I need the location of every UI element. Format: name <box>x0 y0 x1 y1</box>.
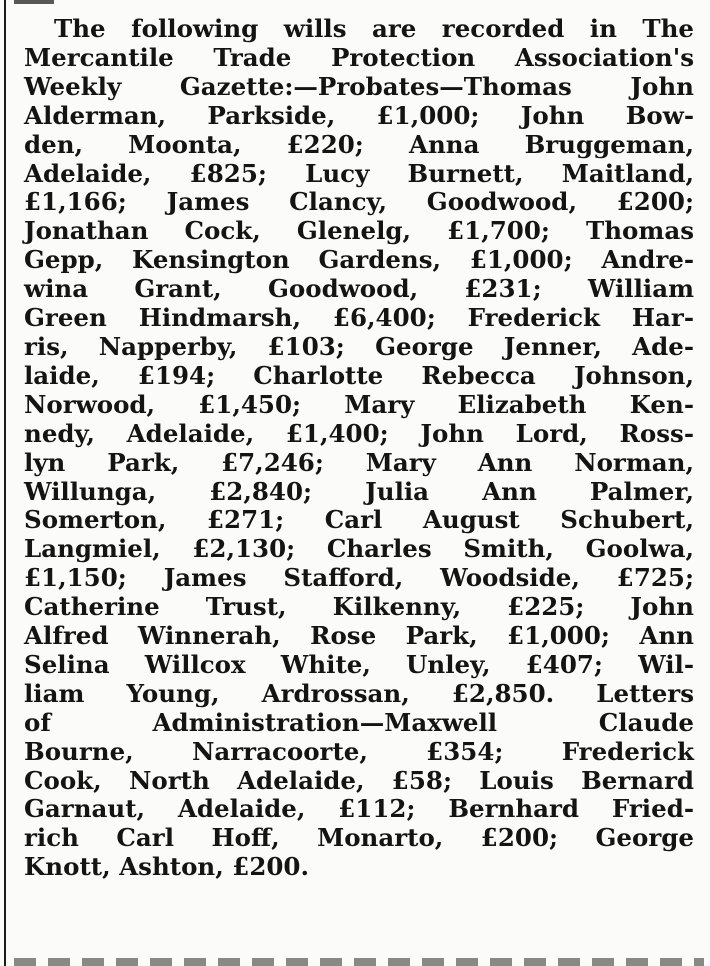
article-line: wina Grant, Goodwood, £231; William <box>24 274 694 304</box>
article-line: liam Young, Ardrossan, £2,850. Letters <box>24 678 694 708</box>
article-line: Weekly Gazette:—Probates—Thomas John <box>24 71 694 101</box>
column-rule <box>4 0 6 966</box>
article-line: rich Carl Hoff, Monarto, £200; George <box>24 823 694 853</box>
article-line: Cook, North Adelaide, £58; Louis Bernard <box>24 765 694 795</box>
article-line: Selina Willcox White, Unley, £407; Wil- <box>24 649 694 679</box>
article-line: Norwood, £1,450; Mary Elizabeth Ken- <box>24 389 694 419</box>
article-line: Alfred Winnerah, Rose Park, £1,000; Ann <box>24 621 694 651</box>
article-line: £1,166; James Clancy, Goodwood, £200; <box>24 187 694 217</box>
article-line: Green Hindmarsh, £6,400; Frederick Har- <box>24 303 694 333</box>
article-line: den, Moonta, £220; Anna Bruggeman, <box>24 129 694 159</box>
article-line: Garnaut, Adelaide, £112; Bernhard Fried- <box>24 794 694 824</box>
article-line: ris, Napperby, £103; George Jenner, Ade- <box>24 331 694 361</box>
wills-article <box>24 15 694 882</box>
article-line: Catherine Trust, Kilkenny, £225; John <box>24 592 694 622</box>
article-line: laide, £194; Charlotte Rebecca Johnson, <box>24 360 694 390</box>
article-line: Alderman, Parkside, £1,000; John Bow- <box>24 100 694 130</box>
article-line: of Administration—Maxwell Claude <box>24 707 694 737</box>
article-line: Willunga, £2,840; Julia Ann Palmer, <box>24 476 694 506</box>
next-article-fragment <box>14 958 704 966</box>
article-line: lyn Park, £7,246; Mary Ann Norman, <box>24 447 694 477</box>
article-line: nedy, Adelaide, £1,400; John Lord, Ross- <box>24 418 694 448</box>
article-line: The following wills are recorded in The <box>54 14 694 43</box>
article-line: Knott, Ashton, £200. <box>24 852 310 882</box>
article-line: £1,150; James Stafford, Woodside, £725; <box>24 563 694 593</box>
article-line: Gepp, Kensington Gardens, £1,000; Andre- <box>24 245 694 275</box>
article-line: Jonathan Cock, Glenelg, £1,700; Thomas <box>24 216 694 246</box>
article-line: Somerton, £271; Carl August Schubert, <box>24 505 694 535</box>
article-line: Bourne, Narracoorte, £354; Frederick <box>24 736 694 766</box>
article-line: Mercantile Trade Protection Association's <box>24 42 694 72</box>
article-line: Langmiel, £2,130; Charles Smith, Goolwa, <box>24 534 694 564</box>
article-line: Adelaide, £825; Lucy Burnett, Maitland, <box>24 158 694 188</box>
previous-article-fragment <box>14 0 54 4</box>
